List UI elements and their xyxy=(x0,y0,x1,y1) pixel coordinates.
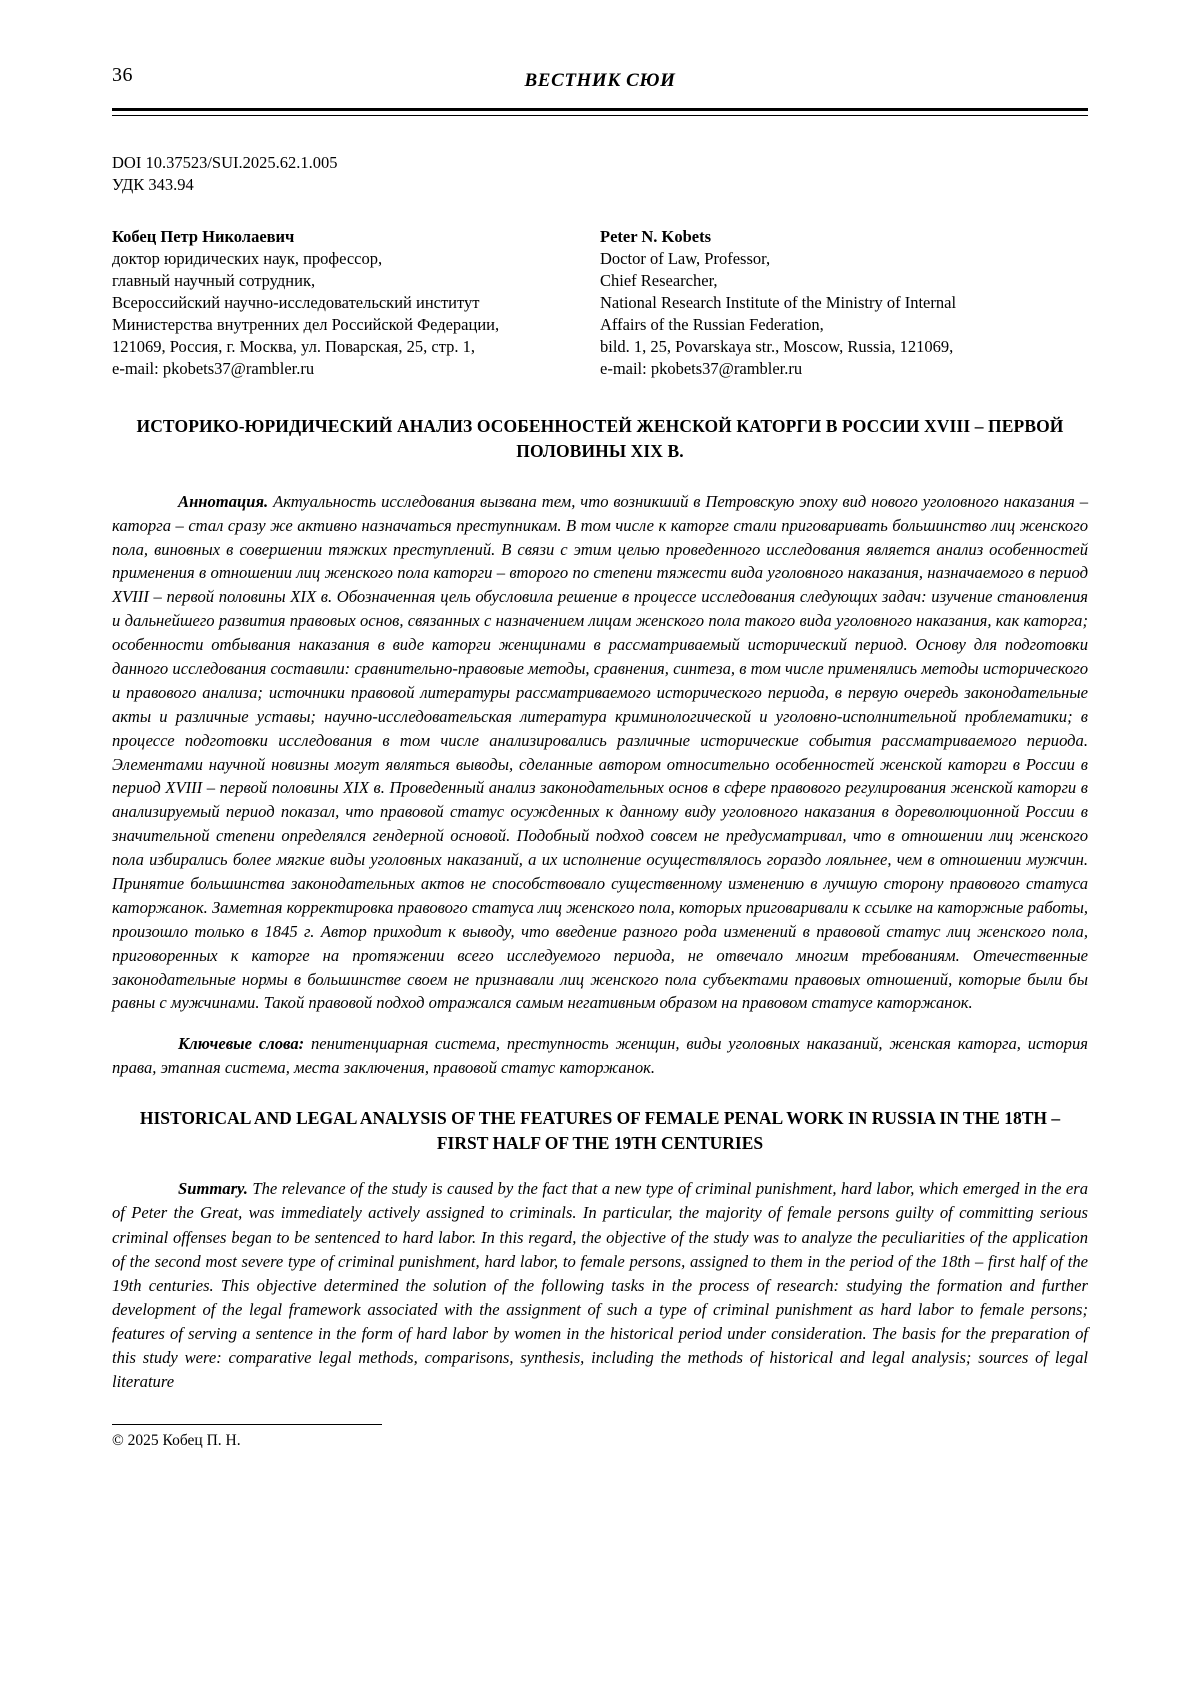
author-block xyxy=(112,226,1088,381)
abstract-ru xyxy=(112,490,1088,1016)
author-affiliation-line: Doctor of Law, Professor, xyxy=(600,249,771,269)
udk-line: УДК 343.94 xyxy=(112,174,194,194)
doi-line: DOI 10.37523/SUI.2025.62.1.005 xyxy=(112,153,338,172)
author-address-line: bild. 1, 25, Povarskaya str., Moscow, Russia, 121069, xyxy=(600,337,954,357)
copyright-line: © 2025 Кобец П. Н. xyxy=(112,1431,241,1449)
page-footer xyxy=(112,1424,1088,1450)
author-affiliation-line: National Research Institute of the Ministry of Internal xyxy=(600,293,957,313)
article-title-ru: ИСТОРИКО-ЮРИДИЧЕСКИЙ АНАЛИЗ ОСОБЕННОСТЕЙ ЖЕНСКОЙ КАТОРГИ В РОССИИ XVIII – ПЕРВОЙ ПОЛОВИНЫ XIX В. xyxy=(136,416,1064,461)
author-affiliation-line: Всероссийский научно-исследовательский институт xyxy=(112,293,480,313)
abstract-text-ru: Актуальность исследования вызвана тем, что возникший в Петровскую эпоху вид нового уголовного наказания – каторга – стал сразу же активно назначаться преступникам. В том числе к каторге стали приговаривать большинство лиц женского пола, виновных в совершении тяжких преступлений. В связи с этим целью проведенного исследования является анализ особенностей применения в отношении лиц женского пола каторги – второго по степени тяжести вида уголовного наказания, назначаемого в период XVIII – первой половины XIX в. Обозначенная цель обусловила решение в процессе исследования следующих задач: изучение становления и дальнейшего развития правовых основ, связанных с назначением лицам женского пола такого вида уголовного наказания, как каторга; особенности отбывания наказания в виде каторги женщинами в рассматриваемый исторический период. Основу для подготовки данного исследования составили: сравнительно-правовые методы, сравнения, синтеза, в том числе применялись методы исторического и правового анализа; источники правовой литературы рассматриваемого исторического периода, в первую очередь законодательные акты и различные уставы; научно-исследовательская литература криминологической и уголовно-исполнительной проблематики; в процессе подготовки исследования в том числе анализировались различные исторические события рассматриваемого периода. Элементами научной новизны могут являться выводы, сделанные автором относительно особенностей женской каторги в России в период XVIII – первой половины XIX в. Проведенный анализ законодательных основ в сфере правового регулирования женской каторги в анализируемый период показал, что правовой статус осужденных к данному виду уголовного наказания в дореволюционной России в значительной степени определялся гендерной основой. Подобный подход совсем не предусматривал, что в отношении лиц женского пола избирались более мягкие виды уголовных наказаний, а их исполнение осуществлялось гораздо лояльнее, чем в отношении мужчин. Принятие большинства законодательных актов не способствовало существенному изменению в лучшую сторону правового статуса каторжанок. Заметная корректировка правового статуса лиц женского пола, которых приговаривали к ссылке на каторжные работы, произошло только в 1845 г. Автор приходит к выводу, что введение разного рода изменений в правовой статус лиц женского пола, приговоренных к каторге на протяжении всего исследуемого периода, не отвечало многим требованиям. Отечественные законодательные нормы в большинстве своем не признавали лиц женского пола субъектами правовых отношений, которые были бы равны с мужчинами. Такой правовой подход отражался самым негативным образом на правовом статусе каторжанок. xyxy=(112,491,1088,1013)
summary-label-en: Summary. xyxy=(178,1179,248,1199)
header-divider xyxy=(112,108,1088,116)
author-name-en: Peter N. Kobets xyxy=(600,226,712,246)
page-header xyxy=(112,52,1088,100)
keywords-text-ru: пенитенциарная система, преступность женщин, виды уголовных наказаний, женская каторга, история права, этапная система, места заключения, правовой статус каторжанок. xyxy=(112,1033,1088,1077)
summary-en xyxy=(112,1177,1088,1393)
author-info-ru xyxy=(112,226,600,381)
keywords-label-ru: Ключевые слова: xyxy=(178,1033,305,1053)
author-affiliation-line: главный научный сотрудник, xyxy=(112,271,316,291)
publication-identifiers xyxy=(112,152,1088,196)
journal-title: ВЕСТНИК СЮИ xyxy=(524,70,676,91)
author-affiliation-line: доктор юридических наук, профессор, xyxy=(112,249,383,269)
keywords-ru xyxy=(112,1032,1088,1080)
article-title-en: HISTORICAL AND LEGAL ANALYSIS OF THE FEATURES OF FEMALE PENAL WORK IN RUSSIA IN THE 18TH – FIRST HALF OF THE 19TH CENTURIES xyxy=(139,1107,1061,1153)
author-info-en xyxy=(600,226,1088,381)
author-affiliation-line: Chief Researcher, xyxy=(600,271,718,291)
page-number: 36 xyxy=(112,64,133,86)
author-address-line: 121069, Россия, г. Москва, ул. Поварская, 25, стр. 1, xyxy=(112,337,475,357)
author-email-en[interactable]: e-mail: pkobets37@rambler.ru xyxy=(600,359,803,379)
author-name-ru: Кобец Петр Николаевич xyxy=(112,226,295,246)
author-email-ru[interactable]: e-mail: pkobets37@rambler.ru xyxy=(112,359,315,379)
footer-divider xyxy=(112,1424,382,1425)
summary-text-en: The relevance of the study is caused by the fact that a new type of criminal punishment, hard labor, which emerged in the era of Peter the Great, was immediately actively assigned to criminals. In particular, the majority of female persons guilty of committing serious criminal offenses began to be sentenced to hard labor. In this regard, the objective of the study was to analyze the peculiarities of the application of the second most severe type of criminal punishment, hard labor, to female persons, assigned to them in the period of the 18th – first half of the 19th centuries. This objective determined the solution of the following tasks in the process of research: studying the formation and further development of the legal framework associated with the assignment of such a type of criminal punishment as hard labor to female persons; features of serving a sentence in the form of hard labor by women in the historical period under consideration. The basis for the preparation of this study were: comparative legal methods, comparisons, synthesis, including the methods of historical and legal analysis; sources of legal literature xyxy=(112,1179,1088,1391)
abstract-label-ru: Аннотация. xyxy=(178,491,269,511)
author-affiliation-line: Министерства внутренних дел Российской Федерации, xyxy=(112,315,500,335)
author-affiliation-line: Affairs of the Russian Federation, xyxy=(600,315,824,335)
